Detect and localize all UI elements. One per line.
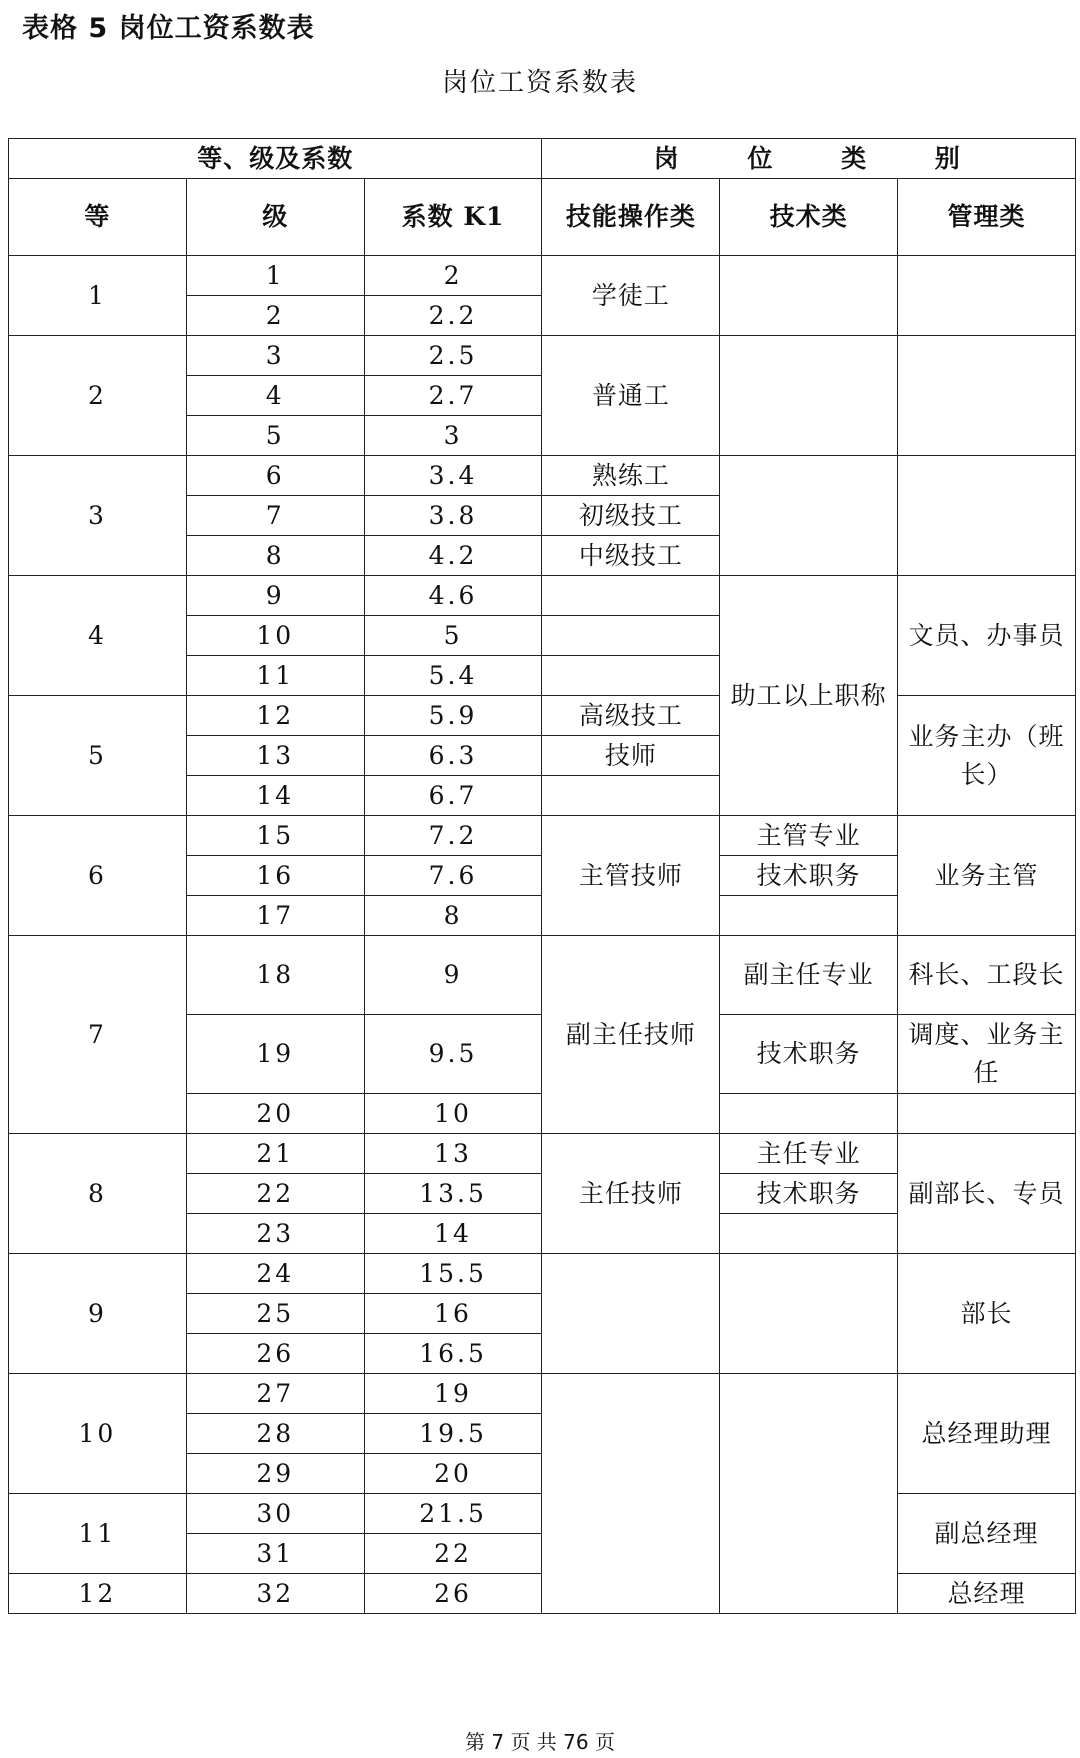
coef-cell: 6.3 [364,736,542,776]
level-cell: 20 [186,1094,364,1134]
level-cell: 1 [186,256,364,296]
tech-cell: 技术职务 [720,1015,898,1094]
mgmt-cell: 业务主管 [898,816,1076,936]
coef-cell: 3.4 [364,456,542,496]
table-row [9,696,1076,736]
mgmt-cell: 副总经理 [898,1494,1076,1574]
coef-cell: 4.6 [364,576,542,616]
header-grade: 等 [9,179,187,256]
tech-cell-empty [720,456,898,576]
coef-cell: 5 [364,616,542,656]
grade-cell: 3 [9,456,187,576]
level-cell: 13 [186,736,364,776]
skill-cell-empty [542,1254,720,1374]
page-title: 岗位工资系数表 [441,68,638,98]
tech-cell-empty [720,1214,898,1254]
mgmt-cell: 业务主办（班长） [898,696,1076,816]
skill-cell-empty [542,656,720,696]
table-row [9,256,1076,296]
header-level: 级 [186,179,364,256]
level-cell: 11 [186,656,364,696]
tech-cell: 主管专业 [720,816,898,856]
coef-cell: 13 [364,1134,542,1174]
tech-cell-empty [720,1374,898,1614]
coef-cell: 2.5 [364,336,542,376]
mgmt-cell: 文员、办事员 [898,576,1076,696]
skill-cell: 主管技师 [542,816,720,936]
skill-cell: 中级技工 [542,536,720,576]
tech-cell: 技术职务 [720,856,898,896]
coef-cell: 6.7 [364,776,542,816]
tech-cell: 副主任专业 [720,936,898,1015]
level-cell: 18 [186,936,364,1015]
coef-cell: 2.2 [364,296,542,336]
skill-cell: 初级技工 [542,496,720,536]
coef-cell: 4.2 [364,536,542,576]
grade-cell: 9 [9,1254,187,1374]
grade-cell: 12 [9,1574,187,1614]
mgmt-cell: 总经理 [898,1574,1076,1614]
level-cell: 9 [186,576,364,616]
level-cell: 19 [186,1015,364,1094]
skill-cell-empty [542,1374,720,1614]
coef-cell: 13.5 [364,1174,542,1214]
coef-cell: 5.4 [364,656,542,696]
level-cell: 4 [186,376,364,416]
table-row [9,456,1076,496]
skill-cell: 学徒工 [542,256,720,336]
level-cell: 8 [186,536,364,576]
table-row [9,1374,1076,1414]
header-row-group [9,139,1076,179]
coefficient-table [8,138,1076,1614]
coef-cell: 9.5 [364,1015,542,1094]
mgmt-cell-empty [898,456,1076,576]
skill-cell: 熟练工 [542,456,720,496]
tech-cell: 主任专业 [720,1134,898,1174]
level-cell: 27 [186,1374,364,1414]
coef-cell: 21.5 [364,1494,542,1534]
coef-cell: 3.8 [364,496,542,536]
tech-cell: 技术职务 [720,1174,898,1214]
coef-cell: 26 [364,1574,542,1614]
skill-cell: 技师 [542,736,720,776]
tech-cell-empty [720,256,898,336]
level-cell: 26 [186,1334,364,1374]
level-cell: 21 [186,1134,364,1174]
level-cell: 7 [186,496,364,536]
level-cell: 2 [186,296,364,336]
table-row [9,336,1076,376]
coef-cell: 9 [364,936,542,1015]
level-cell: 30 [186,1494,364,1534]
level-cell: 3 [186,336,364,376]
grade-cell: 8 [9,1134,187,1254]
tech-cell-empty [720,1254,898,1374]
grade-cell: 6 [9,816,187,936]
level-cell: 28 [186,1414,364,1454]
level-cell: 5 [186,416,364,456]
table-row [9,1134,1076,1174]
coef-cell: 10 [364,1094,542,1134]
level-cell: 15 [186,816,364,856]
coef-cell: 22 [364,1534,542,1574]
coef-cell: 7.6 [364,856,542,896]
grade-cell: 4 [9,576,187,696]
skill-cell-empty [542,776,720,816]
coef-cell: 5.9 [364,696,542,736]
tech-cell: 助工以上职称 [720,576,898,816]
level-cell: 32 [186,1574,364,1614]
header-group-left: 等、级及系数 [9,139,542,179]
coef-cell: 15.5 [364,1254,542,1294]
mgmt-cell-empty [898,336,1076,456]
level-cell: 10 [186,616,364,656]
skill-cell: 高级技工 [542,696,720,736]
coef-cell: 8 [364,896,542,936]
level-cell: 16 [186,856,364,896]
mgmt-cell: 部长 [898,1254,1076,1374]
level-cell: 23 [186,1214,364,1254]
level-cell: 14 [186,776,364,816]
grade-cell: 10 [9,1374,187,1494]
coef-cell: 2 [364,256,542,296]
table-row [9,576,1076,616]
level-cell: 17 [186,896,364,936]
coef-cell: 16 [364,1294,542,1334]
coef-cell: 7.2 [364,816,542,856]
table-caption: 表格 5 岗位工资系数表 [22,13,315,44]
skill-cell-empty [542,616,720,656]
tech-cell-empty [720,1094,898,1134]
level-cell: 29 [186,1454,364,1494]
coef-cell: 3 [364,416,542,456]
mgmt-cell: 调度、业务主任 [898,1015,1076,1094]
grade-cell: 11 [9,1494,187,1574]
header-tech: 技术类 [720,179,898,256]
mgmt-cell: 科长、工段长 [898,936,1076,1015]
header-row-columns [9,179,1076,256]
coef-cell: 19.5 [364,1414,542,1454]
mgmt-cell: 总经理助理 [898,1374,1076,1494]
mgmt-cell-empty [898,1094,1076,1134]
header-mgmt: 管理类 [898,179,1076,256]
page-footer: 第 7 页 共 76 页 [465,1730,615,1754]
header-coefficient: 系数 K1 [364,179,542,256]
level-cell: 25 [186,1294,364,1334]
coef-cell: 16.5 [364,1334,542,1374]
level-cell: 22 [186,1174,364,1214]
grade-cell: 7 [9,936,187,1134]
skill-cell-empty [542,576,720,616]
level-cell: 12 [186,696,364,736]
tech-cell-empty [720,896,898,936]
coef-cell: 14 [364,1214,542,1254]
mgmt-cell: 副部长、专员 [898,1134,1076,1254]
grade-cell: 5 [9,696,187,816]
coef-cell: 20 [364,1454,542,1494]
level-cell: 6 [186,456,364,496]
coef-cell: 19 [364,1374,542,1414]
table-row [9,936,1076,1015]
tech-cell-empty [720,336,898,456]
skill-cell: 普通工 [542,336,720,456]
coef-cell: 2.7 [364,376,542,416]
grade-cell: 2 [9,336,187,456]
skill-cell: 主任技师 [542,1134,720,1254]
level-cell: 24 [186,1254,364,1294]
header-group-right: 岗 位 类 别 [542,139,1076,179]
skill-cell: 副主任技师 [542,936,720,1134]
table-row [9,1254,1076,1294]
mgmt-cell-empty [898,256,1076,336]
level-cell: 31 [186,1534,364,1574]
header-skill: 技能操作类 [542,179,720,256]
grade-cell: 1 [9,256,187,336]
table-row [9,816,1076,856]
